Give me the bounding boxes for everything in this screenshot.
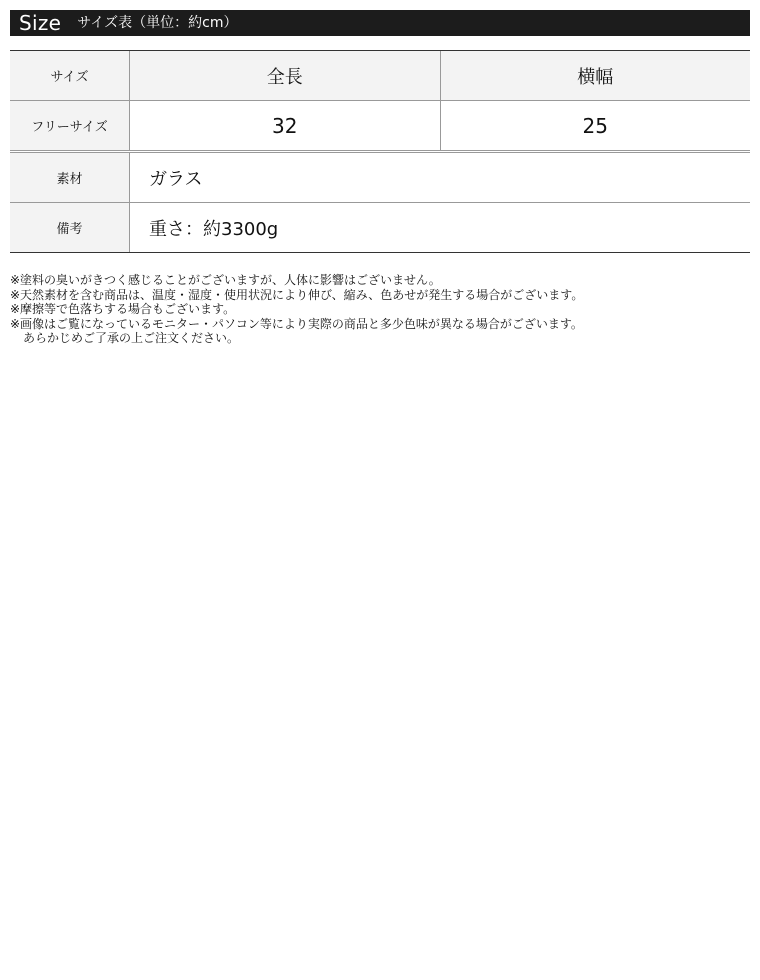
material-value: ガラス xyxy=(149,168,203,190)
remarks-row xyxy=(10,203,750,253)
note-line: ※画像はご覧になっているモニター・パソコン等により実際の商品と多少色味が異なる場合がございます。 xyxy=(10,316,583,331)
size-table xyxy=(10,50,750,253)
table-row xyxy=(10,101,750,153)
size-banner xyxy=(10,10,750,36)
note-line: ※天然素材を含む商品は、温度・湿度・使用状況により伸び、縮み、色あせが発生する場合がございます。 xyxy=(10,287,584,302)
header-length-cell: 全長 xyxy=(266,66,303,88)
banner-title: Size xyxy=(19,11,62,35)
material-label: 素材 xyxy=(10,153,130,202)
header-label-cell: サイズ xyxy=(10,51,130,100)
row-length-value: 32 xyxy=(272,113,298,138)
row-width-value: 25 xyxy=(440,101,751,150)
remarks-value: 重さ：約3300g xyxy=(149,218,279,240)
remarks-label: 備考 xyxy=(10,203,130,252)
banner-subtitle: サイズ表（単位：約cm） xyxy=(77,15,238,31)
row-size-label: フリーサイズ xyxy=(10,101,130,150)
material-row xyxy=(10,153,750,203)
note-line: あらかじめご了承の上ご注文ください。 xyxy=(23,331,240,345)
notes-section xyxy=(10,273,750,346)
note-line: ※摩擦等で色落ちする場合もございます。 xyxy=(10,302,236,316)
table-header-row xyxy=(10,51,750,101)
header-width-cell: 横幅 xyxy=(440,51,751,100)
note-line: ※塗料の臭いがきつく感じることがございますが、人体に影響はございません。 xyxy=(10,273,441,287)
